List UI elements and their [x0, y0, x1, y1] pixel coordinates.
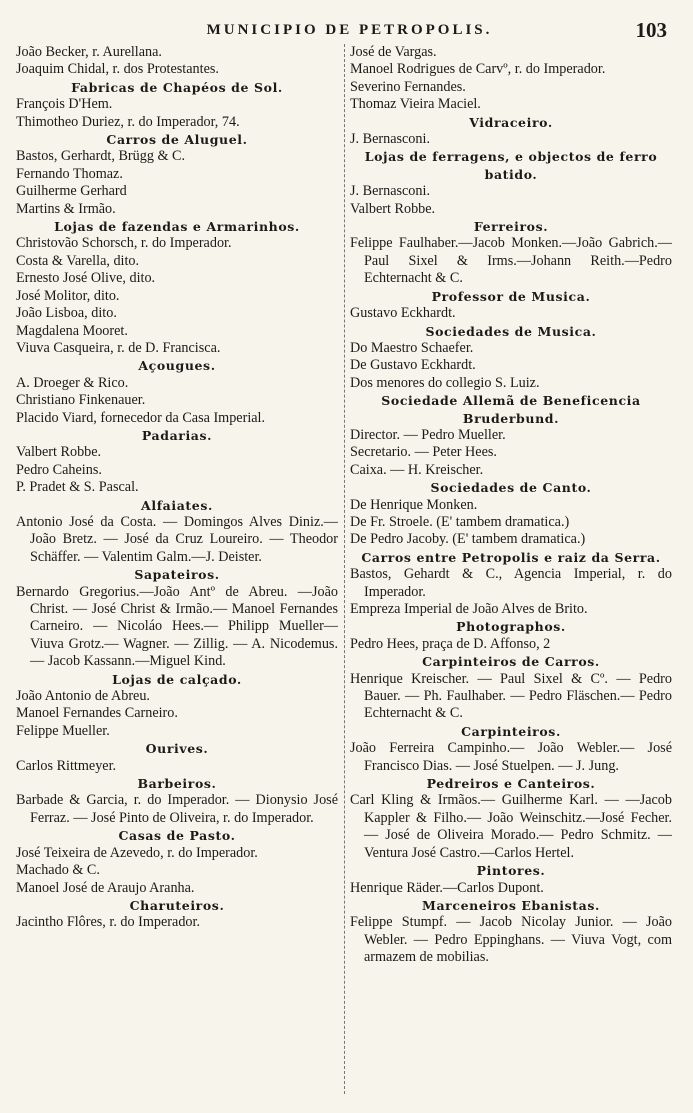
page-number: 103	[635, 18, 667, 42]
listing-entry: Felippe Mueller.	[16, 722, 110, 739]
listing-entry: Valbert Robbe.	[16, 444, 102, 461]
listing-entry: Fernando Thomaz.	[16, 165, 123, 182]
listing-entry: Costa & Varella, dito.	[16, 252, 140, 269]
section-heading-fazendas: Lojas de fazendas e Armarinhos.	[54, 219, 300, 235]
listing-entry: Joaquim Chidal, r. dos Protestantes.	[16, 61, 219, 78]
listing-paragraph: Henrique Kreischer. — Paul Sixel & Cº. — Pedro Bauer. — Ph. Faulhaber. — Pedro Fläschen.— Pedro Echternacht & C.	[350, 670, 672, 722]
listing-entry: De Henrique Monken.	[350, 496, 478, 513]
listing-paragraph: Bernardo Gregorius.—João Antº de Abreu. —João Christ. — José Christ & Irmão.— Manoel Fernandes Carneiro. — Nicoláo Hees.— Philipp Mueller—Viuva Grotz.— Wagner. — Zillig. — A. Nicodemus. — Jacob Kassann.—Miguel Kind.	[16, 583, 338, 670]
section-heading-vidraceiro: Vidraceiro.	[469, 114, 553, 130]
page-header	[16, 8, 683, 44]
listing-entry: J. Bernasconi.	[350, 131, 430, 148]
listing-entry: Gustavo Eckhardt.	[350, 305, 456, 322]
listing-entry: Ernesto José Olive, dito.	[16, 270, 156, 287]
listing-entry: J. Bernasconi.	[350, 183, 430, 200]
listing-entry: Caixa. — H. Kreischer.	[350, 461, 484, 478]
listing-entry: De Pedro Jacoby. (E' tambem dramatica.)	[350, 531, 586, 548]
right-column	[344, 44, 672, 967]
listing-entry: Magdalena Mooret.	[16, 322, 128, 339]
listing-entry: De Gustavo Eckhardt.	[350, 357, 476, 374]
section-heading-sociedades-musica: Sociedades de Musica.	[425, 323, 597, 339]
listing-entry: José Teixeira de Azevedo, r. do Imperador.	[16, 844, 258, 861]
listing-entry: Placido Viard, fornecedor da Casa Imperial.	[16, 409, 266, 426]
section-heading-marceneiros: Marceneiros Ebanistas.	[422, 897, 600, 913]
listing-entry: Manoel José de Araujo Aranha.	[16, 879, 195, 896]
left-column	[16, 44, 344, 967]
listing-entry: Christovão Schorsch, r. do Imperador.	[16, 235, 232, 252]
listing-entry: Guilherme Gerhard	[16, 183, 127, 200]
listing-entry: João Becker, r. Aurellana.	[16, 44, 162, 60]
listing-paragraph: Carl Kling & Irmãos.— Guilherme Karl. — —Jacob Kappler & Filho.— João Weinschitz.—José Fecher. — José de Oliveira Morado.— Pedro Schmitz. — Ventura José Castro.—Carlos Hertel.	[350, 792, 672, 861]
listing-entry: François D'Hem.	[16, 96, 113, 113]
section-heading-casas-pasto: Casas de Pasto.	[118, 828, 236, 844]
listing-entry: Machado & C.	[16, 862, 100, 879]
listing-entry: José Molitor, dito.	[16, 287, 120, 304]
listing-entry: Henrique Räder.—Carlos Dupont.	[350, 879, 544, 896]
listing-entry: A. Droeger & Rico.	[16, 374, 129, 391]
section-heading-carros-serra: Carros entre Petropolis e raiz da Serra.	[361, 549, 661, 565]
listing-paragraph: João Ferreira Campinho.— João Webler.— José Francisco Dias. — José Stuelpen. — J. Jung.	[350, 740, 672, 774]
running-title: MUNICIPIO DE PETROPOLIS.	[206, 22, 493, 38]
listing-entry: P. Pradet & S. Pascal.	[16, 479, 139, 496]
listing-entry: João Lisboa, dito.	[16, 305, 117, 322]
listing-entry: Pedro Hees, praça de D. Affonso, 2	[350, 635, 551, 652]
listing-paragraph: Felippe Stumpf. — Jacob Nicolay Junior. — João Webler. — Pedro Eppinghans. — Viuva Vogt, com armazem de mobilias.	[350, 914, 672, 966]
two-column-body	[16, 44, 683, 967]
listing-entry: Viuva Casqueira, r. de D. Francisca.	[16, 339, 221, 356]
section-heading-carpinteiros-carros: Carpinteiros de Carros.	[422, 654, 600, 670]
listing-entry: Valbert Robbe.	[350, 200, 436, 217]
listing-paragraph: Bastos, Gehardt & C., Agencia Imperial, r. do Imperador.	[350, 566, 672, 600]
section-heading-ferragens: Lojas de ferragens, e objectos de ferro	[364, 149, 658, 165]
listing-entry: José de Vargas.	[350, 44, 437, 60]
listing-paragraph: Barbade & Garcia, r. do Imperador. — Dionysio José Ferraz. — José Pinto de Oliveira, r. do Imperador.	[16, 792, 338, 826]
section-heading-sociedades-canto: Sociedades de Canto.	[430, 480, 592, 496]
section-heading-photographos: Photographos.	[456, 619, 566, 635]
listing-entry: Manoel Fernandes Carneiro.	[16, 705, 178, 722]
section-heading-alfaiates: Alfaiates.	[141, 497, 213, 513]
listing-entry: Christiano Finkenauer.	[16, 392, 146, 409]
listing-entry: Manoel Rodrigues de Carvº, r. do Imperador.	[350, 61, 606, 78]
section-heading-pedreiros: Pedreiros e Canteiros.	[426, 776, 596, 792]
listing-entry: Pedro Caheins.	[16, 461, 102, 478]
listing-entry: Severino Fernandes.	[350, 78, 466, 95]
listing-entry: Martins & Irmão.	[16, 200, 116, 217]
listing-paragraph: Felippe Faulhaber.—Jacob Monken.—João Gabrich.— Paul Sixel & Irms.—Johann Reith.—Pedro Echternacht & C.	[350, 235, 672, 287]
section-heading-beneficencia: Sociedade Allemã de Beneficencia	[381, 393, 641, 409]
section-heading-sapateiros: Sapateiros.	[134, 567, 220, 583]
section-heading-barbeiros: Barbeiros.	[137, 776, 217, 792]
section-heading-ourives: Ourives.	[145, 741, 209, 757]
listing-entry: Empreza Imperial de João Alves de Brito.	[350, 601, 588, 617]
section-heading-pintores: Pintores.	[476, 863, 546, 879]
listing-entry: Carlos Rittmeyer.	[16, 757, 117, 774]
section-heading-chapeos: Fabricas de Chapéos de Sol.	[71, 79, 283, 95]
listing-entry: Do Maestro Schaefer.	[350, 339, 474, 356]
column-divider	[344, 44, 346, 1094]
listing-entry: Bastos, Gerhardt, Brügg & C.	[16, 148, 186, 165]
section-heading-acougues: Açougues.	[138, 358, 216, 374]
section-heading-ferragens-cont: batido.	[484, 166, 538, 182]
section-heading-padarias: Padarias.	[141, 427, 213, 443]
section-heading-bruderbund: Bruderbund.	[462, 410, 560, 426]
section-heading-ferreiros: Ferreiros.	[473, 219, 549, 235]
section-heading-charuteiros: Charuteiros.	[129, 897, 225, 913]
listing-paragraph: Antonio José da Costa. — Domingos Alves Diniz.— João Bretz. — José da Cruz Loureiro. — Theodor Schäffer. — Valentim Galm.—J. Deister.	[16, 513, 338, 565]
listing-entry: Thomaz Vieira Maciel.	[350, 96, 481, 113]
listing-entry: De Fr. Stroele. (E' tambem dramatica.)	[350, 513, 570, 530]
section-heading-carros-aluguel: Carros de Aluguel.	[106, 132, 248, 148]
section-heading-professor: Professor de Musica.	[431, 288, 591, 304]
listing-entry: Jacintho Flôres, r. do Imperador.	[16, 914, 201, 931]
listing-entry: Dos menores do collegio S. Luiz.	[350, 374, 540, 391]
listing-entry: João Antonio de Abreu.	[16, 688, 150, 705]
section-heading-carpinteiros: Carpinteiros.	[461, 723, 561, 739]
listing-entry: Director. — Pedro Mueller.	[350, 426, 506, 443]
listing-entry: Thimotheo Duriez, r. do Imperador, 74.	[16, 113, 240, 130]
section-heading-calcado: Lojas de calçado.	[112, 671, 242, 687]
listing-entry: Secretario. — Peter Hees.	[350, 444, 497, 461]
